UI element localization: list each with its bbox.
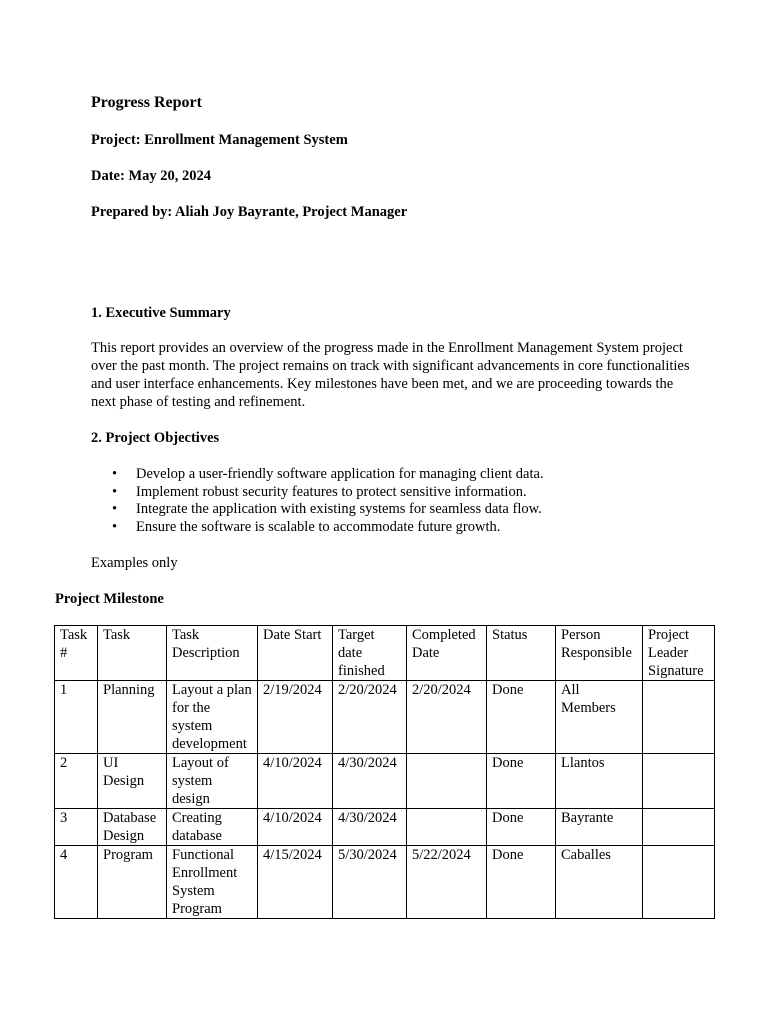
milestone-table [54, 625, 715, 919]
objective-item [112, 500, 544, 518]
cell-status: Done [487, 846, 556, 919]
cell-person-responsible: Bayrante [556, 809, 643, 846]
cell-leader-signature [643, 846, 715, 919]
table-row [55, 846, 715, 919]
cell-person-responsible: Llantos [556, 754, 643, 809]
bullet-icon: • [112, 466, 118, 482]
column-header-completed-date: Completed Date [407, 626, 487, 681]
bullet-icon: • [112, 483, 118, 500]
table-row [55, 809, 715, 846]
cell-completed-date [407, 809, 487, 846]
cell-task-number: 1 [55, 681, 98, 754]
project-objectives-heading: 2. Project Objectives [91, 430, 220, 446]
cell-person-responsible: All Members [556, 681, 643, 754]
column-header-task-number: Task # [55, 626, 98, 681]
objectives-list [91, 465, 544, 536]
cell-person-responsible: Caballes [556, 846, 643, 919]
cell-task-description: Creating database [167, 809, 258, 846]
prepared-by-line: Prepared by: Aliah Joy Bayrante, Project Manager [91, 204, 408, 220]
objective-item [112, 483, 544, 501]
cell-status: Done [487, 809, 556, 846]
cell-target-date: 4/30/2024 [333, 809, 407, 846]
cell-completed-date: 2/20/2024 [407, 681, 487, 754]
objective-item [112, 465, 544, 483]
executive-summary-body: This report provides an overview of the progress made in the Enrollment Management System project over the past month. The project remains on track with significant advancements in core functionalities and user interface enhancements. Key milestones have been met, and we are proceeding towards the next phase of testing and refinement. [91, 340, 690, 410]
cell-target-date: 4/30/2024 [333, 754, 407, 809]
column-header-target-date: Target date finished [333, 626, 407, 681]
cell-status: Done [487, 681, 556, 754]
cell-date-start: 4/10/2024 [258, 809, 333, 846]
objective-text: Integrate the application with existing systems for seamless data flow. [136, 501, 542, 518]
objective-item [112, 518, 544, 536]
cell-date-start: 4/15/2024 [258, 846, 333, 919]
cell-leader-signature [643, 809, 715, 846]
column-header-date-start: Date Start [258, 626, 333, 681]
objective-text: Implement robust security features to protect sensitive information. [136, 483, 527, 500]
date-line: Date: May 20, 2024 [91, 168, 212, 184]
report-title: Progress Report [91, 94, 202, 111]
cell-task-description: Functional Enrollment System Program [167, 846, 258, 919]
table-header-row [55, 626, 715, 681]
cell-task: Planning [98, 681, 167, 754]
table-row [55, 754, 715, 809]
cell-date-start: 4/10/2024 [258, 754, 333, 809]
cell-leader-signature [643, 754, 715, 809]
column-header-task: Task [98, 626, 167, 681]
objective-text: Ensure the software is scalable to accommodate future growth. [136, 519, 501, 536]
cell-target-date: 2/20/2024 [333, 681, 407, 754]
project-line: Project: Enrollment Management System [91, 132, 348, 148]
cell-task: Database Design [98, 809, 167, 846]
cell-task: Program [98, 846, 167, 919]
cell-target-date: 5/30/2024 [333, 846, 407, 919]
column-header-leader-signature: Project Leader Signature [643, 626, 715, 681]
cell-leader-signature [643, 681, 715, 754]
cell-date-start: 2/19/2024 [258, 681, 333, 754]
project-milestone-heading: Project Milestone [55, 591, 164, 607]
bullet-icon: • [112, 519, 118, 536]
column-header-status: Status [487, 626, 556, 681]
cell-completed-date: 5/22/2024 [407, 846, 487, 919]
cell-task: UI Design [98, 754, 167, 809]
column-header-task-description: Task Description [167, 626, 258, 681]
cell-task-description: Layout a plan for the system development [167, 681, 258, 754]
cell-task-number: 2 [55, 754, 98, 809]
cell-task-number: 4 [55, 846, 98, 919]
bullet-icon: • [112, 501, 118, 518]
executive-summary-heading: 1. Executive Summary [91, 305, 231, 321]
column-header-person-responsible: Person Responsible [556, 626, 643, 681]
objective-text: Develop a user-friendly software application for managing client data. [136, 466, 544, 482]
cell-completed-date [407, 754, 487, 809]
cell-task-number: 3 [55, 809, 98, 846]
examples-note: Examples only [91, 555, 178, 571]
table-row [55, 681, 715, 754]
cell-task-description: Layout of system design [167, 754, 258, 809]
cell-status: Done [487, 754, 556, 809]
